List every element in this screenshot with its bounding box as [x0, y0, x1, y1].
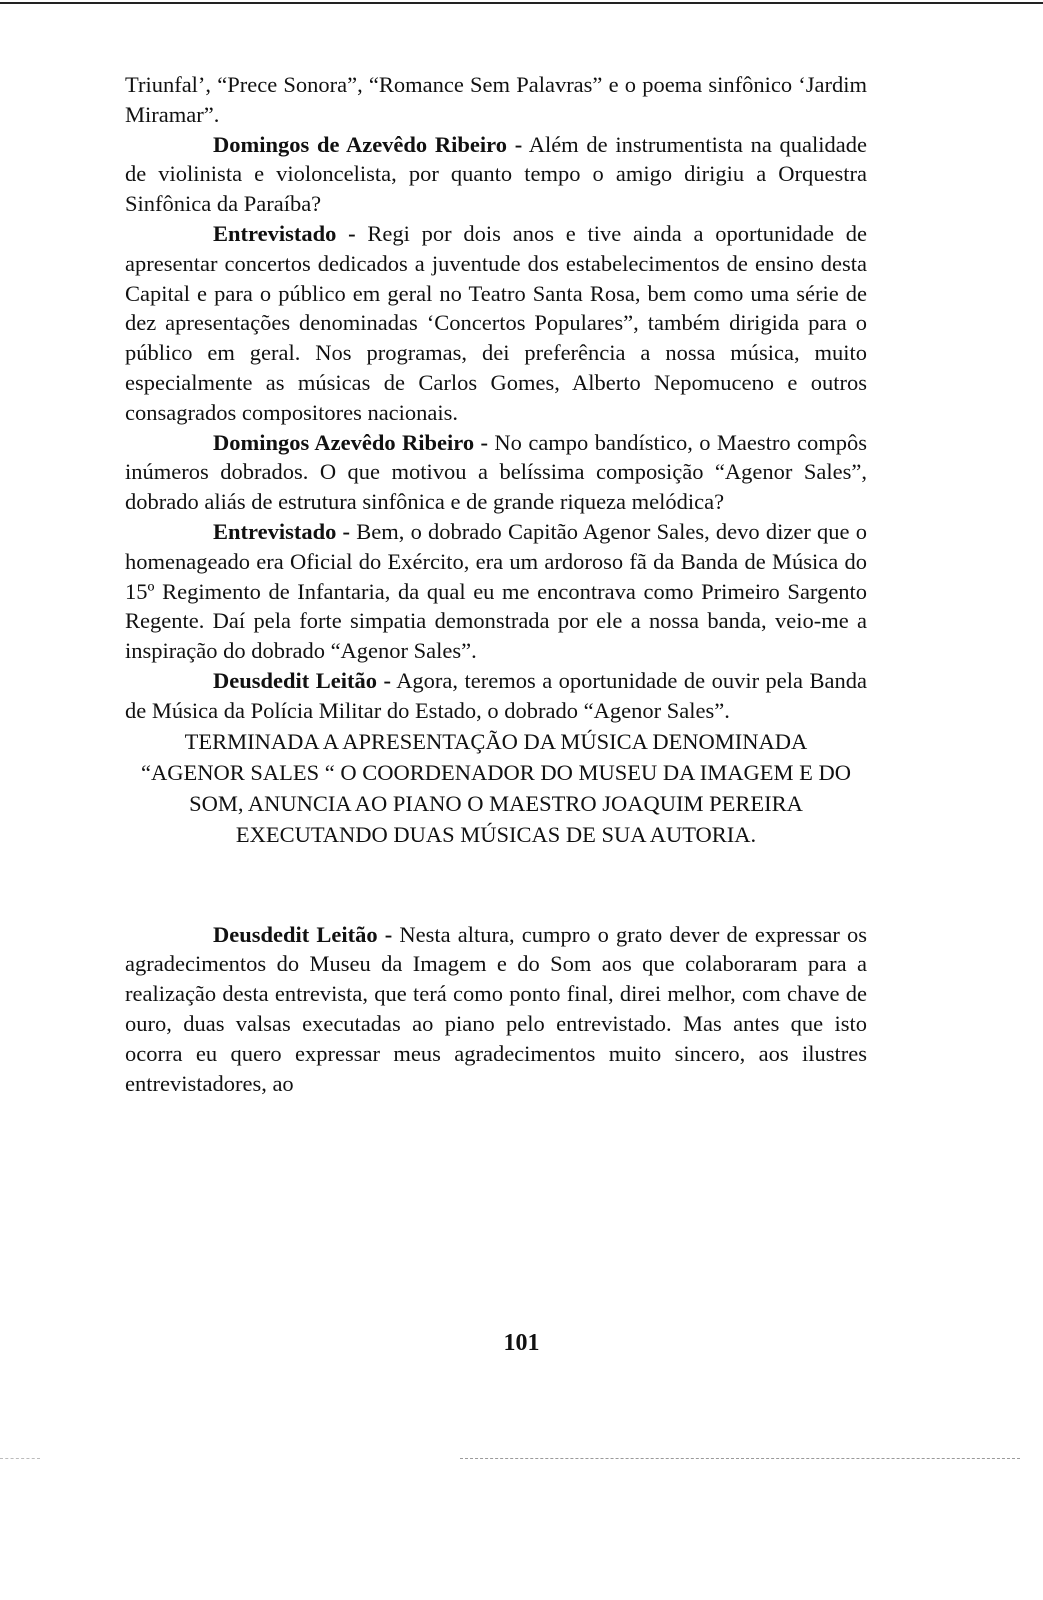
paragraph-answer	[125, 517, 867, 666]
page-number: 101	[503, 1330, 540, 1356]
speaker-label: Domingos de Azevêdo Ribeiro -	[213, 131, 523, 157]
paragraph-text: Agora, teremos a oportunidade de ouvir pela Banda de Música da Polícia Militar do Estado, o dobrado “Agenor Sales”.	[125, 667, 867, 723]
scan-edge-mark	[460, 1458, 1020, 1460]
paragraph-question	[125, 130, 867, 219]
speaker-label: Domingos Azevêdo Ribeiro -	[213, 429, 489, 455]
paragraph-question	[125, 428, 867, 517]
paragraph-text: Além de instrumentista na qualidade de violinista e violoncelista, por quanto tempo o amigo dirigiu a Orquestra Sinfônica da Paraíba?	[125, 131, 867, 217]
paragraph-text: Bem, o dobrado Capitão Agenor Sales, devo dizer que o homenageado era Oficial do Exército, era um ardoroso fã da Banda de Música do 15º Regimento de Infantaria, da qual eu me encontrava como Primeiro Sargento Regente. Daí pela forte simpatia demonstrada por ele a nossa banda, veio-me a inspiração do dobrado “Agenor Sales”.	[125, 518, 867, 664]
speaker-label: Entrevistado -	[213, 220, 356, 246]
scan-edge-mark	[0, 1458, 40, 1460]
speaker-label: Deusdedit Leitão -	[213, 921, 393, 947]
paragraph-continuation: Triunfal’, “Prece Sonora”, “Romance Sem Palavras” e o poema sinfônico ‘Jardim Miramar”.	[125, 72, 867, 127]
speaker-label: Entrevistado -	[213, 518, 351, 544]
speaker-label: Deusdedit Leitão -	[213, 667, 391, 693]
paragraph-answer	[125, 219, 867, 428]
paragraph-closing	[125, 920, 867, 1099]
paragraph-text: Nesta altura, cumpro o grato dever de expressar os agradecimentos do Museu da Imagem e do Som aos que colaboraram para a realização desta entrevista, que terá como ponto final, direi melhor, com chave de ouro, duas valsas executadas ao piano pelo entrevistado. Mas antes que isto ocorra eu quero expressar meus agradecimentos muito sincero, aos ilustres entrevistadores, ao	[125, 921, 867, 1096]
stage-direction-notice: TERMINADA A APRESENTAÇÃO DA MÚSICA DENOMINADA “AGENOR SALES “ O COORDENADOR DO MUSEU DA IMAGEM E DO SOM, ANUNCIA AO PIANO O MAESTRO JOAQUIM PEREIRA EXECUTANDO DUAS MÚSICAS DE SUA AUTORIA.	[141, 728, 851, 847]
top-edge-rule	[0, 2, 1043, 4]
paragraph-text: No campo bandístico, o Maestro compôs inúmeros dobrados. O que motivou a belíssima composição “Agenor Sales”, dobrado aliás de estrutura sinfônica e de grande riqueza melódica?	[125, 429, 867, 515]
spacer	[125, 850, 867, 920]
page-body	[125, 70, 867, 1098]
paragraph-text: Regi por dois anos e tive ainda a oportunidade de apresentar concertos dedicados a juventude dos estabelecimentos de ensino desta Capital e para o público em geral no Teatro Santa Rosa, bem como uma série de dez apresentações denominadas ‘Concertos Populares”, também dirigida para o público em geral. Nos programas, dei preferência a nossa música, muito especialmente as músicas de Carlos Gomes, Alberto Nepomuceno e outros consagrados compositores nacionais.	[125, 220, 867, 425]
paragraph-announcement	[125, 666, 867, 726]
